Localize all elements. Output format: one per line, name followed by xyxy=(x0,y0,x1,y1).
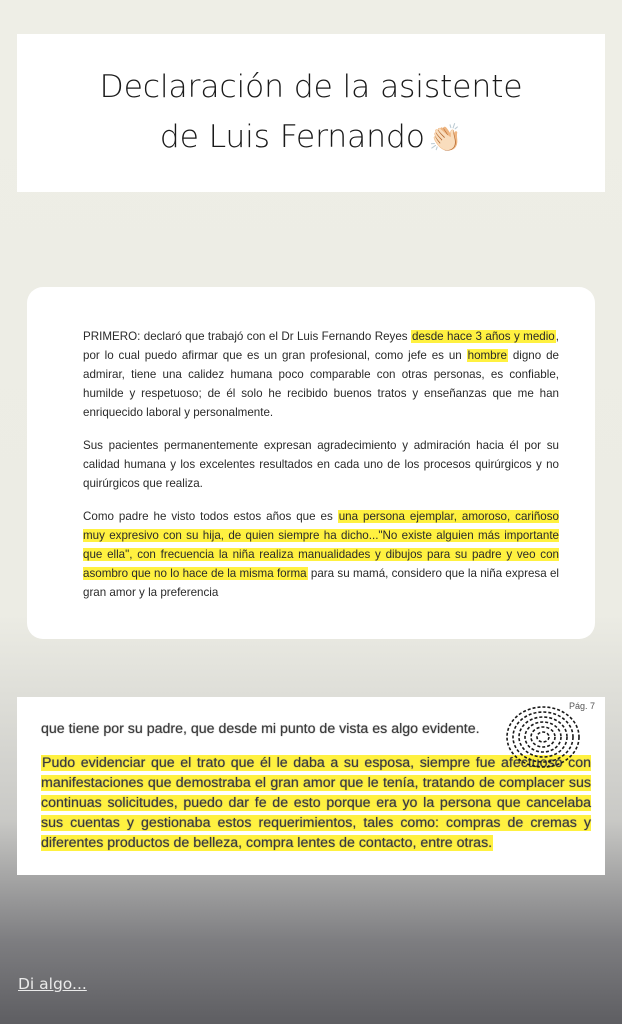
paragraph-text: digno de admirar, tiene una calidez humana poco comparable con otras personas, es confiable, humilde y respetuoso; de él solo he recibido buenos tratos y enseñanzas que me han enriquecido laboral y personalmente. xyxy=(83,349,559,419)
paragraph-text: PRIMERO: declaró que trabajó con el Dr Luis Fernando Reyes xyxy=(83,330,411,343)
paragraph-text: , por lo cual puedo afirmar que es un gran profesional, como jefe es un xyxy=(83,330,559,362)
highlighted-text: Pudo evidenciar que el trato que él le daba a su esposa, siempre fue afectuoso con manifestaciones que demostraba el gran amor que le tenía, tratando de complacer sus continuas solicitudes, puedo dar fe de esto porque era yo la persona que cancelaba sus cuentas y gestionaba estos requerimientos, tales como: compras de cremas y diferentes productos de belleza, compra lentes de contacto, entre otras. xyxy=(41,755,591,851)
document-paragraph-pacientes: Sus pacientes permanentemente expresan agradecimiento y admiración hacia él por su calidad humana y los excelentes resultados en cada uno de los procesos quirúrgicos y no quirúrgicos que realiza. xyxy=(83,439,559,490)
document-page-2 xyxy=(17,697,605,875)
fingerprint-icon xyxy=(503,699,583,769)
document-continuation-text: que tiene por su padre, que desde mi punto de vista es algo evidente. xyxy=(41,721,480,737)
paragraph-text: para su mamá, considero que la niña expresa el gran amor y la preferencia xyxy=(83,567,559,599)
highlighted-text: hombre xyxy=(467,349,507,362)
document-paragraph-primero xyxy=(83,327,559,422)
story-title-card xyxy=(17,34,605,192)
clapping-hands-icon: 👏🏻 xyxy=(428,123,463,154)
document-paragraph-padre xyxy=(83,507,559,602)
highlighted-text: desde hace 3 años y medio xyxy=(412,330,555,343)
paragraph-text: Como padre he visto todos estos años que es xyxy=(83,510,338,523)
story-title-line-1: Declaración de la asistente xyxy=(99,69,523,105)
document-page-1 xyxy=(27,287,595,639)
highlighted-text: una persona ejemplar, amoroso, cariñoso muy expresivo con su hija, de quien siempre ha dicho..."No existe alguien más importante que ella", con frecuencia la niña realiza manualidades y dibujos para su padre y veo con asombro que no lo hace de la misma forma xyxy=(83,510,559,580)
reply-input[interactable]: Di algo... xyxy=(18,975,87,993)
page-number: Pág. 7 xyxy=(568,701,595,711)
story-title-line-2 xyxy=(160,112,462,164)
story-title-text-2: de Luis Fernando xyxy=(159,119,425,155)
